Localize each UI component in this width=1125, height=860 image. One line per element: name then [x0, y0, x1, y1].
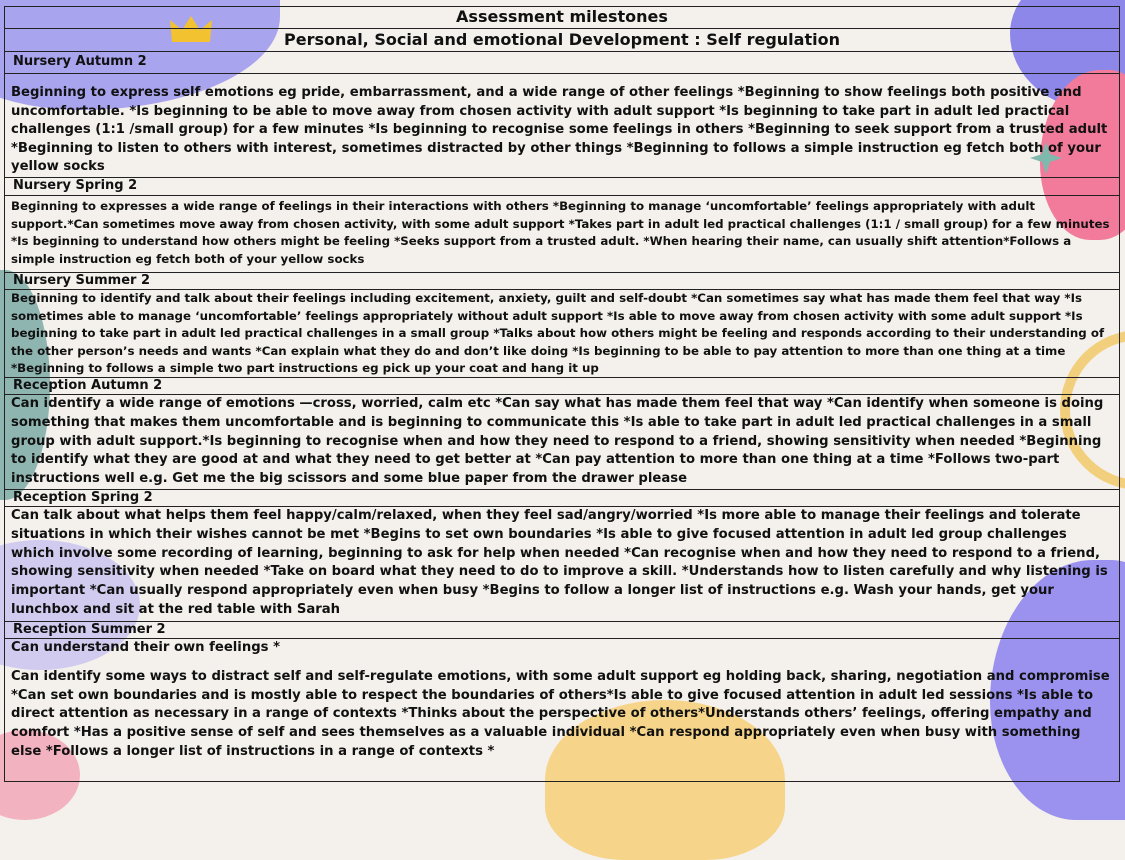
section-title: Reception Autumn 2 [5, 378, 1119, 395]
section-body [5, 639, 1119, 781]
section-body: Beginning to expresses a wide range of feelings in their interactions with others *Beginning to manage ‘uncomfortable’ feelings appropriately with adult support.*Can sometimes move away from chosen activity, with some adult support *Takes part in adult led practical challenges (1:1 / small group) for a few minutes *Is beginning to understand how others might be feeling *Seeks support from a trusted adult. *When hearing their name, can usually shift attention*Follows a simple instruction eg fetch both of your yellow socks [5, 196, 1119, 273]
section-nursery-spring-2 [5, 178, 1119, 273]
section-title: Nursery Spring 2 [5, 178, 1119, 196]
document-subtitle: Personal, Social and emotional Development : Self regulation [5, 29, 1119, 52]
section-nursery-autumn-2 [5, 52, 1119, 178]
section-nursery-summer-2 [5, 273, 1119, 378]
section-body: Beginning to identify and talk about their feelings including excitement, anxiety, guilt and self-doubt *Can sometimes say what has made them feel that way *Is sometimes able to manage ‘uncomfortable’ feelings appropriately without adult support *Is able to move away from chosen activity with some adult support *Is beginning to take part in adult led practical challenges in a small group *Talks about how others might be feeling and responds according to their understanding of the other person’s needs and wants *Can explain what they do and don’t like doing *Is beginning to be able to pay attention to more than one thing at a time *Beginning to follows a simple two part instructions eg pick up your coat and hang it up [5, 290, 1119, 378]
section-body: Can identify a wide range of emotions —cross, worried, calm etc *Can say what has made them feel that way *Can identify when someone is doing something that makes them uncomfortable and is beginning to communicate this *Is able to take part in adult led practical challenges in a small group with adult support.*Is beginning to recognise when and how they need to respond to a friend, showing sensitivity when needed *Beginning to identify what they are good at and what they need to get better at *Can pay attention to more than one thing at a time *Follows two-part instructions well e.g. Get me the big scissors and some blue paper from the drawer please [5, 395, 1119, 490]
document-title: Assessment milestones [5, 7, 1119, 29]
section-reception-summer-2 [5, 622, 1119, 781]
section-text: Can identify some ways to distract self and self-regulate emotions, with some adult support eg holding back, sharing, negotiation and compromise *Can set own boundaries and is mostly able to respect the boundaries of others*Is able to give focused attention in adult led sessions *Is able to direct attention as necessary in a range of contexts *Thinks about the perspective of others*Understands others’ feelings, offering empathy and comfort *Has a positive sense of self and sees themselves as a valuable individual *Can respond appropriately even when busy with something else *Follows a longer list of instructions in a range of contexts * [11, 668, 1110, 759]
section-intro: Can understand their own feelings * [11, 640, 280, 655]
section-title: Reception Summer 2 [5, 622, 1119, 639]
section-reception-spring-2 [5, 490, 1119, 622]
section-body: Beginning to express self emotions eg pride, embarrassment, and a wide range of other feelings *Beginning to show feelings both positive and uncomfortable. *Is beginning to be able to move away from chosen activity with adult support *Is beginning to take part in adult led practical challenges (1:1 /small group) for a few minutes *Is beginning to recognise some feelings in others *Beginning to seek support from a trusted adult *Beginning to listen to others with interest, sometimes distracted by other things *Beginning to follows a simple instruction eg fetch both of your yellow socks [5, 74, 1119, 178]
section-body: Can talk about what helps them feel happy/calm/relaxed, when they feel sad/angry/worried *Is more able to manage their feelings and tolerate situations in which their wishes cannot be met *Begins to set own boundaries *Is able to give focused attention in adult led group challenges which involve some recording of learning, beginning to ask for help when needed *Can recognise when and how they need to respond to a friend, showing sensitivity when needed *Take on board what they need to do to improve a skill. *Understands how to listen carefully and why listening is important *Can usually respond appropriately even when busy *Begins to follow a longer list of instructions e.g. Wash your hands, get your lunchbox and sit at the red table with Sarah [5, 507, 1119, 622]
section-title: Reception Spring 2 [5, 490, 1119, 507]
section-title: Nursery Summer 2 [5, 273, 1119, 290]
section-reception-autumn-2 [5, 378, 1119, 490]
section-title: Nursery Autumn 2 [5, 52, 1119, 74]
assessment-document [4, 6, 1120, 782]
